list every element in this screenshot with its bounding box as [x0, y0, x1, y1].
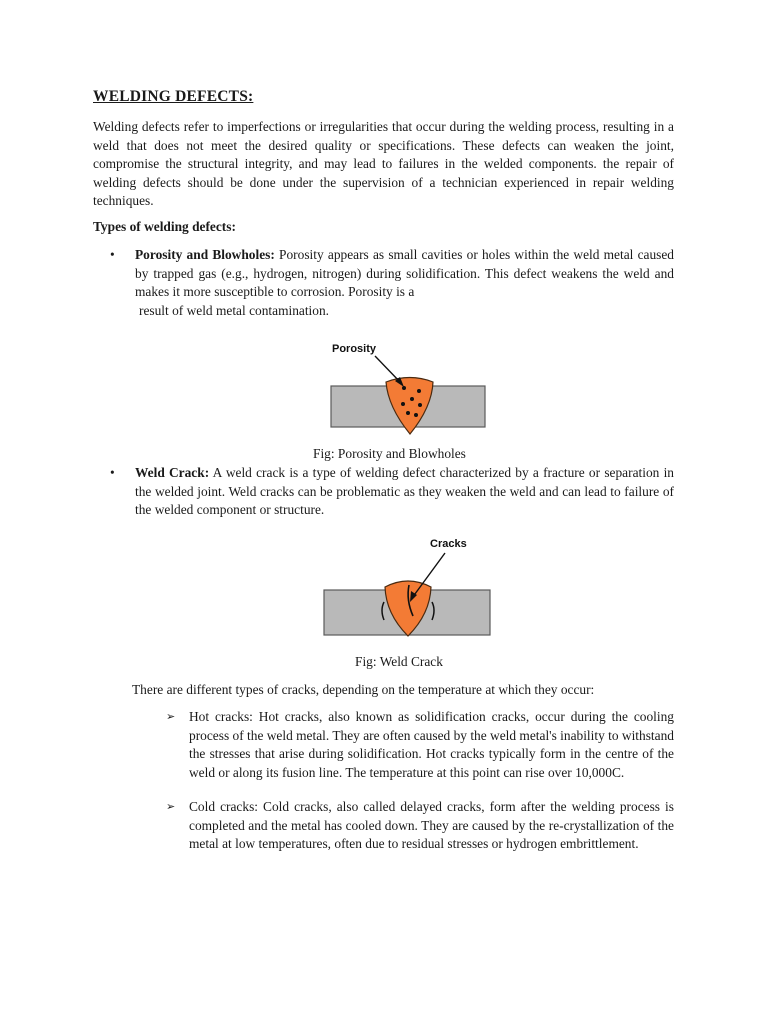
intro-paragraph: Welding defects refer to imperfections or irregularities that occur during the welding process, resulting in a weld that does not meet the desired quality or specifications. These defects can weaken the joint, compromise the structural integrity, and may lead to failures in the welded components. the repair of welding defects should be done under the supervision of a technician experienced in repair welding techniques.	[93, 119, 674, 209]
page-title: WELDING DEFECTS:	[93, 88, 254, 105]
pore	[410, 397, 414, 401]
types-heading: Types of welding defects:	[93, 219, 236, 234]
arrowhead-bullet-icon: ➢	[166, 710, 176, 723]
bullet-dot-icon: •	[110, 465, 115, 480]
cold-cracks-text: Cold cracks: Cold cracks, also called delayed cracks, form after the welding process is completed and the metal has cooled down. They are caused by the re-crystallization of the metal at low temperatures, often due to residual stresses or hydrogen embrittlement.	[189, 799, 674, 852]
porosity-caption: Fig: Porosity and Blowholes	[313, 446, 466, 461]
weld-crack-caption: Fig: Weld Crack	[355, 654, 443, 669]
weld-crack-description	[135, 464, 674, 520]
hot-cracks-text: Hot cracks: Hot cracks, also known as solidification cracks, occur during the cooling process of the weld metal. They are often caused by the weld metal's inability to withstand the stresses that arise during solidification. Hot cracks typically form in the centre of the weld or along its fusion line. The temperature at this point can rise over 10,000C.	[189, 709, 674, 780]
porosity-term: Porosity and Blowholes:	[135, 247, 275, 262]
weld-crack-text: A weld crack is a type of welding defect characterized by a fracture or separation in the welded joint. Weld cracks can be problematic as they weaken the weld and can lead to failure of the welded component or structure.	[135, 465, 674, 518]
pore	[406, 411, 410, 415]
weld-crack-figure-label: Cracks	[430, 538, 467, 550]
pore	[402, 386, 406, 390]
crack-types-intro: There are different types of cracks, depending on the temperature at which they occur:	[132, 682, 595, 697]
porosity-figure	[315, 335, 505, 435]
pore	[401, 402, 405, 406]
weld-crack-figure	[310, 530, 500, 640]
pore	[414, 413, 418, 417]
weld-crack-diagram	[310, 530, 500, 640]
bullet-dot-icon: •	[110, 247, 115, 262]
porosity-text: Porosity appears as small cavities or holes within the weld metal caused by trapped gas (e.g., hydrogen, nitrogen) during solidification. This defect weakens the weld and makes it more susceptible to corrosion. Porosity is a	[135, 247, 674, 300]
porosity-description	[135, 246, 674, 302]
pore	[417, 389, 421, 393]
pore	[418, 403, 422, 407]
porosity-description-continued: result of weld metal contamination.	[139, 303, 330, 318]
arrowhead-bullet-icon: ➢	[166, 800, 176, 813]
porosity-figure-label: Porosity	[332, 343, 377, 355]
weld-crack-term: Weld Crack:	[135, 465, 210, 480]
